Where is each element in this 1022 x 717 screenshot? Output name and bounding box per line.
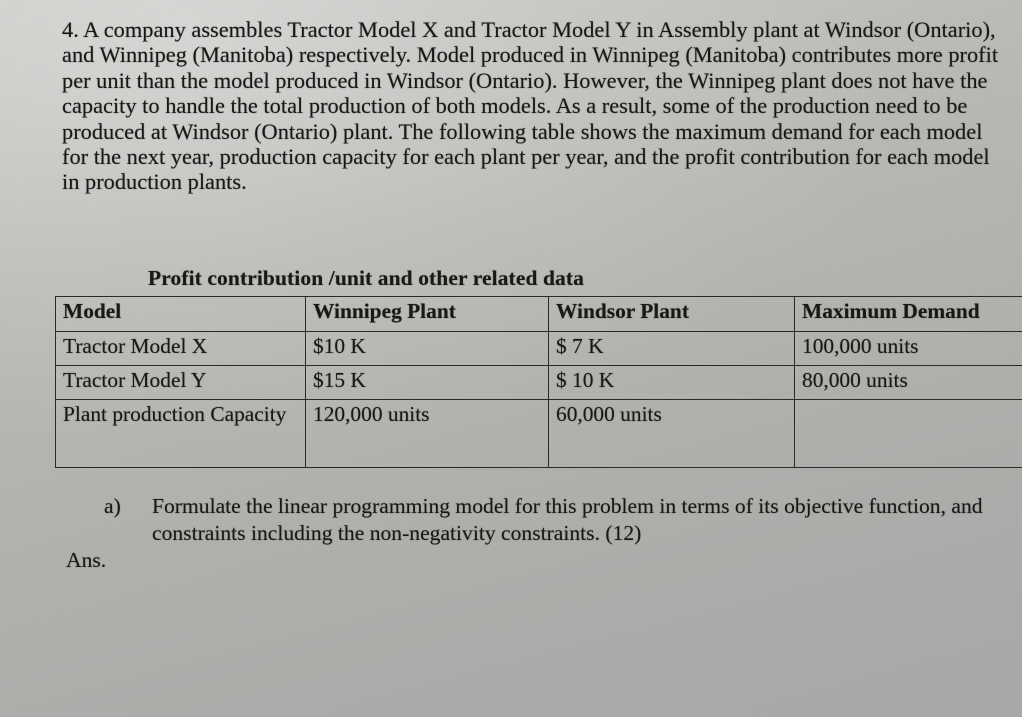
part-a-marker: a) — [104, 494, 121, 518]
question-paragraph — [62, 17, 1010, 195]
table-header-row — [56, 297, 1022, 332]
column-header-maximum-demand: Maximum Demand — [795, 297, 1022, 332]
answer-label: Ans. — [66, 548, 107, 572]
table-row — [56, 400, 1022, 468]
cell-model-name: Tractor Model X — [56, 332, 306, 366]
cell-demand-value: 80,000 units — [795, 366, 1022, 400]
part-a-text: Formulate the linear programming model for this problem in terms of its objective function, and constraints including the non-negativity constraints. (12) — [152, 494, 983, 545]
cell-model-name: Plant production Capacity — [56, 400, 306, 468]
table-row — [56, 332, 1022, 366]
cell-windsor-value: $ 10 K — [549, 366, 795, 400]
cell-demand-value — [795, 400, 1022, 468]
table-row — [56, 366, 1022, 400]
cell-demand-value: 100,000 units — [795, 332, 1022, 366]
profit-contribution-table — [55, 296, 1022, 468]
cell-model-name: Tractor Model Y — [56, 366, 306, 400]
column-header-winnipeg-plant: Winnipeg Plant — [306, 297, 549, 332]
cell-winnipeg-value: $10 K — [306, 332, 549, 366]
question-part-a — [104, 493, 1010, 546]
column-header-model: Model — [56, 297, 306, 332]
table-caption: Profit contribution /unit and other related data — [148, 266, 585, 290]
profit-contribution-table-wrapper — [55, 296, 1009, 468]
question-body-text: A company assembles Tractor Model X and Tractor Model Y in Assembly plant at Windsor (Ontario), and Winnipeg (Manitoba) respectively. Model produced in Winnipeg (Manitoba) contributes more profit per unit than the model produced in Windsor (Ontario). However, the Winnipeg plant does not have the capacity to handle the total production of both models. As a result, some of the production need to be produced at Windsor (Ontario) plant. The following table shows the maximum demand for each model for the next year, production capacity for each plant per year, and the profit contribution for each model in production plants. — [62, 17, 999, 195]
column-header-windsor-plant: Windsor Plant — [549, 297, 795, 332]
cell-windsor-value: $ 7 K — [549, 332, 795, 366]
cell-windsor-value: 60,000 units — [549, 400, 795, 468]
cell-winnipeg-value: 120,000 units — [306, 400, 549, 468]
cell-winnipeg-value: $15 K — [306, 366, 549, 400]
question-number: 4. — [62, 17, 79, 42]
